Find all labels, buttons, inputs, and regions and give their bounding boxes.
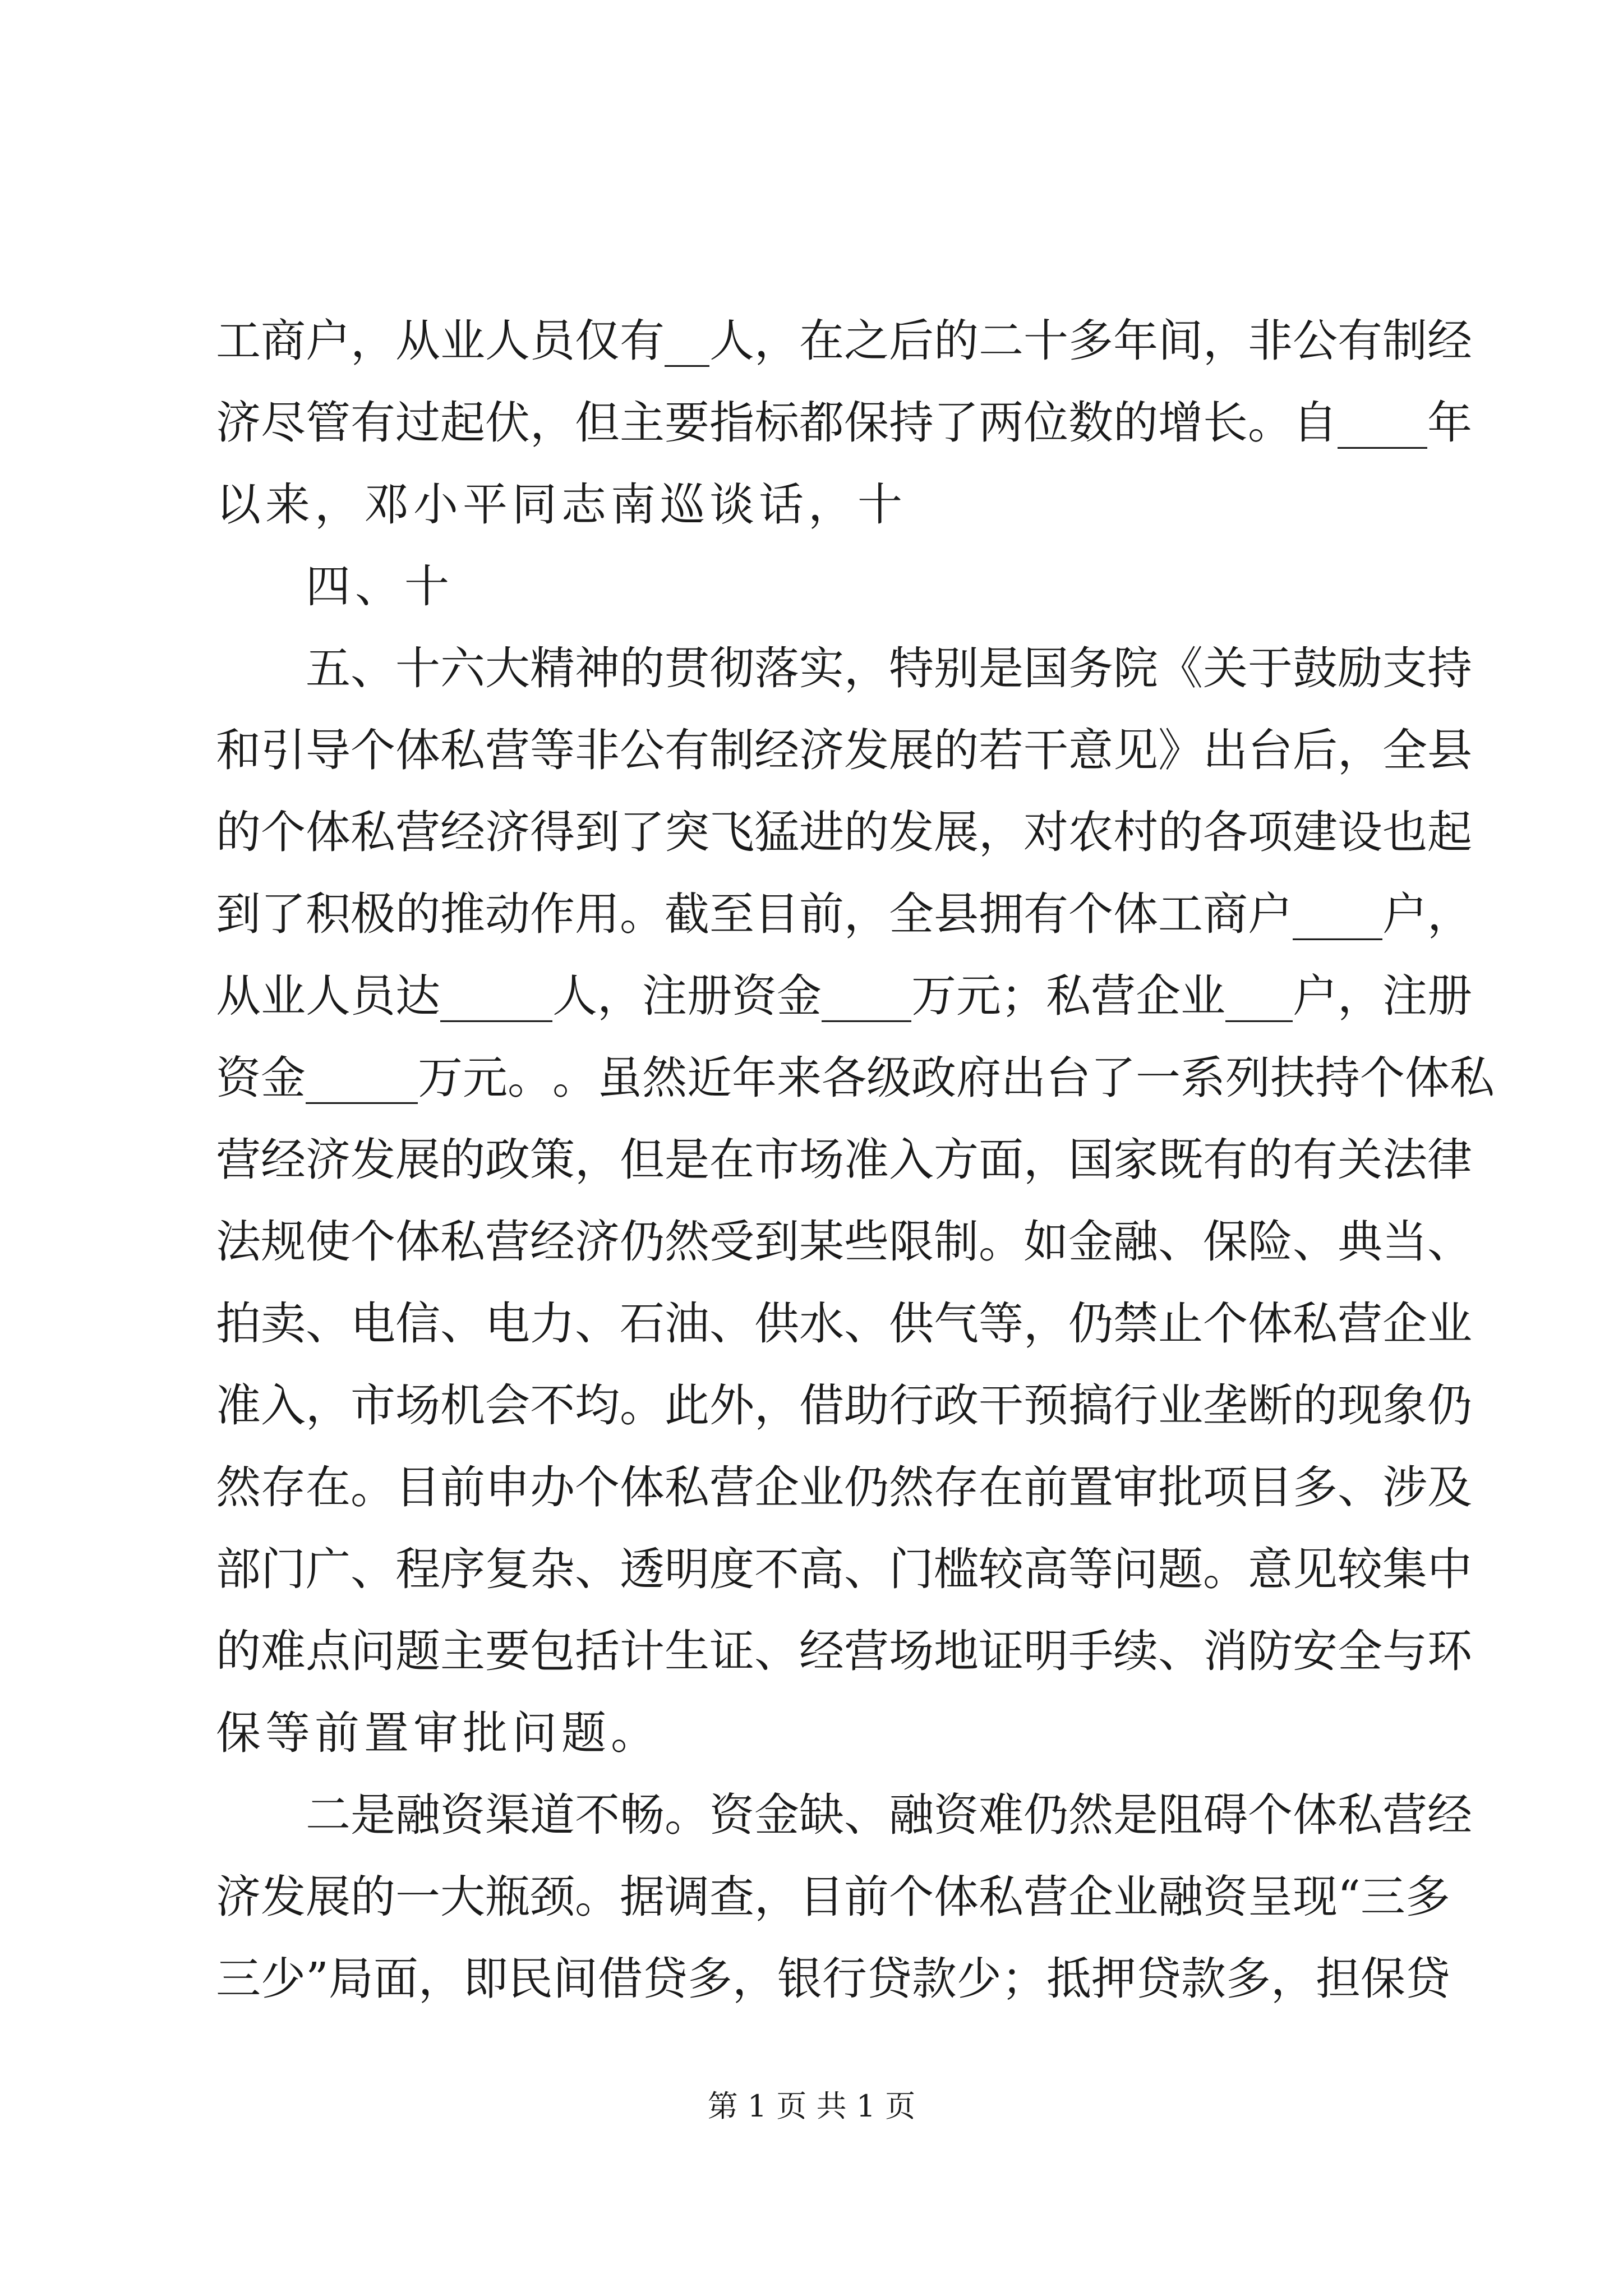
text-line: 然 存 在 。 目 前 申 办 个 体 私 营 企 业 仍 然 存 在 前 置 审 批 项 目 多 、 涉 及 — [216, 1461, 1472, 1513]
text-line: 四、十 — [306, 560, 454, 613]
text-line: 以来，邓小平同志南巡谈话，十 — [216, 478, 907, 531]
text-line: 到 了 积 极 的 推 动 作 用 。 截 至 目 前 ， 全 县 拥 有 个 体 工 商 户 ____ 户 ， — [216, 888, 1472, 940]
text-line: 营 经 济 发 展 的 政 策 ， 但 是 在 市 场 准 入 方 面 ， 国 家 既 有 的 有 关 法 律 — [216, 1134, 1472, 1186]
text-line: 从 业 人 员 达 _____ 人 ， 注 册 资 金 ____ 万 元 ； 私 营 企 业 ___ 户 ， 注 册 — [216, 970, 1472, 1022]
text-line: 济 尽 管 有 过 起 伏 ， 但 主 要 指 标 都 保 持 了 两 位 数 的 增 长 。 自 ____ 年 — [216, 397, 1472, 449]
text-line: 三 少 ” 局 面 ， 即 民 间 借 贷 多 ， 银 行 贷 款 少 ； 抵 押 贷 款 多 ， 担 保 贷 — [216, 1953, 1450, 2005]
text-line: 和 引 导 个 体 私 营 等 非 公 有 制 经 济 发 展 的 若 干 意 见 》 出 台 后 ， 全 县 — [216, 724, 1472, 776]
text-line: 济 发 展 的 一 大 瓶 颈 。 据 调 查 ， 目 前 个 体 私 营 企 业 融 资 呈 现 “ 三 多 — [216, 1871, 1450, 1923]
body-text — [216, 300, 1495, 2020]
text-line: 的 个 体 私 营 经 济 得 到 了 突 飞 猛 进 的 发 展 ， 对 农 村 的 各 项 建 设 也 起 — [216, 806, 1472, 858]
text-line: 保等前置审批问题。 — [216, 1707, 660, 1759]
text-line: 工 商 户 ， 从 业 人 员 仅 有 __ 人 ， 在 之 后 的 二 十 多 年 间 ， 非 公 有 制 经 — [216, 315, 1472, 367]
text-line: 二 是 融 资 渠 道 不 畅 。 资 金 缺 、 融 资 难 仍 然 是 阻 碍 个 体 私 营 经 — [306, 1789, 1472, 1841]
text-line: 法 规 使 个 体 私 营 经 济 仍 然 受 到 某 些 限 制 。 如 金 融 、 保 险 、 典 当 、 — [216, 1216, 1472, 1268]
text-line: 拍 卖 、 电 信 、 电 力 、 石 油 、 供 水 、 供 气 等 ， 仍 禁 止 个 体 私 营 企 业 — [216, 1297, 1472, 1350]
page-footer — [0, 2087, 1623, 2126]
page-number-label: 第 1 页 共 1 页 — [707, 2088, 916, 2124]
text-line: 资 金 _____ 万 元 。 。 虽 然 近 年 来 各 级 政 府 出 台 了 一 系 列 扶 持 个 体 私 — [216, 1052, 1495, 1104]
text-line: 准 入 ， 市 场 机 会 不 均 。 此 外 ， 借 助 行 政 干 预 搞 行 业 垄 断 的 现 象 仍 — [216, 1379, 1472, 1432]
text-line: 部 门 广 、 程 序 复 杂 、 透 明 度 不 高 、 门 槛 较 高 等 问 题 。 意 见 较 集 中 — [216, 1543, 1472, 1595]
text-line: 五 、 十 六 大 精 神 的 贯 彻 落 实 ， 特 别 是 国 务 院 《 关 于 鼓 励 支 持 — [306, 642, 1472, 694]
text-line: 的 难 点 问 题 主 要 包 括 计 生 证 、 经 营 场 地 证 明 手 续 、 消 防 安 全 与 环 — [216, 1625, 1472, 1677]
